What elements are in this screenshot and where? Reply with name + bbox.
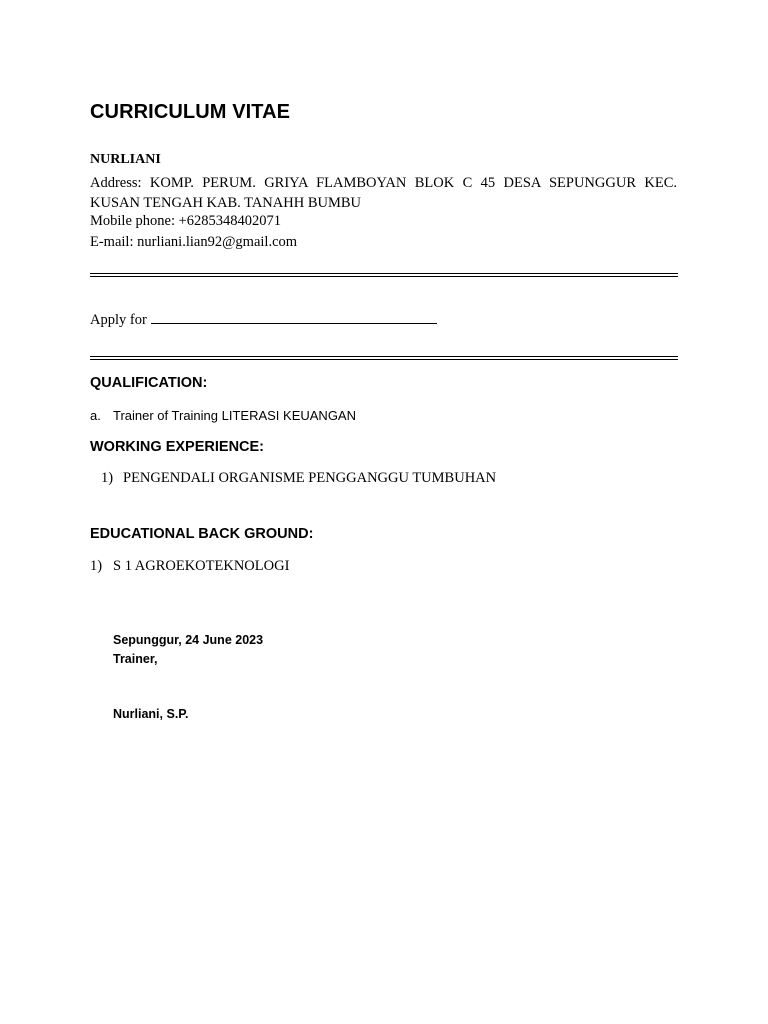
list-marker: 1)	[101, 470, 114, 486]
list-marker: a.	[90, 408, 101, 423]
list-item-text: S 1 AGROEKOTEKNOLOGI	[113, 558, 290, 574]
double-divider	[90, 356, 678, 360]
signature-place-date: Sepunggur, 24 June 2023	[113, 633, 264, 647]
applicant-name: NURLIANI	[90, 152, 161, 167]
page-title: CURRICULUM VITAE	[90, 101, 291, 123]
list-item-text: Trainer of Training LITERASI KEUANGAN	[113, 408, 356, 423]
signature-name: Nurliani, S.P.	[113, 707, 189, 721]
apply-for-label: Apply for	[90, 312, 147, 328]
apply-for-blank	[151, 309, 437, 324]
list-item-text: PENGENDALI ORGANISME PENGGANGGU TUMBUHAN	[123, 470, 497, 486]
apply-for-line	[90, 309, 437, 329]
qualification-list-item	[90, 408, 356, 423]
double-divider	[90, 273, 678, 277]
address-text: Address: KOMP. PERUM. GRIYA FLAMBOYAN BLOK C 45 DESA SEPUNGGUR KEC. KUSAN TENGAH KAB. TANAHH BUMBU	[90, 175, 677, 211]
mobile-phone-text: Mobile phone: +6285348402071	[90, 213, 282, 229]
education-list-item	[90, 558, 289, 575]
experience-list-item	[101, 470, 496, 487]
email-text: E-mail: nurliani.lian92@gmail.com	[90, 234, 298, 250]
education-heading: EDUCATIONAL BACK GROUND:	[90, 526, 314, 542]
working-experience-heading: WORKING EXPERIENCE:	[90, 439, 265, 455]
signature-role: Trainer,	[113, 652, 158, 666]
qualification-heading: QUALIFICATION:	[90, 375, 208, 391]
list-marker: 1)	[90, 558, 103, 574]
